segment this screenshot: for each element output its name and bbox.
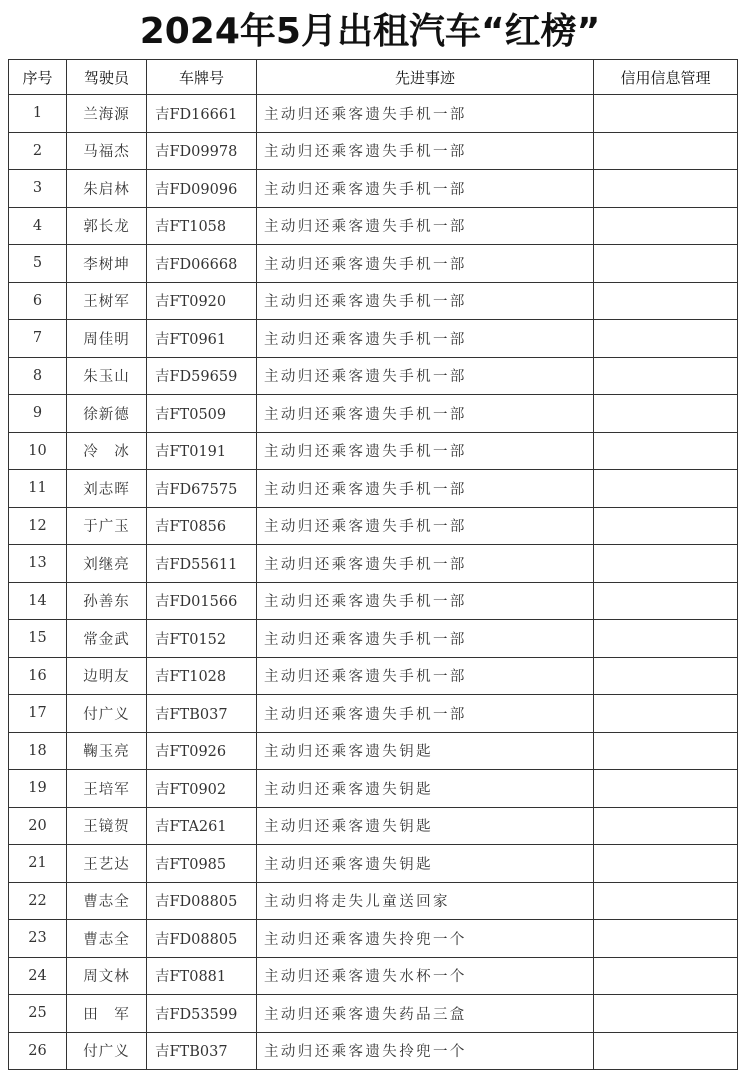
row-deed: 主动归还乘客遗失拎兜一个	[257, 1032, 594, 1070]
row-credit	[594, 132, 738, 170]
row-credit	[594, 507, 738, 545]
row-seq: 10	[9, 432, 67, 470]
table-row	[9, 995, 738, 1033]
table-row	[9, 770, 738, 808]
row-credit	[594, 320, 738, 358]
row-deed: 主动归还乘客遗失手机一部	[257, 582, 594, 620]
row-seq: 6	[9, 282, 67, 320]
row-seq: 26	[9, 1032, 67, 1070]
table-row	[9, 582, 738, 620]
row-driver: 冷 冰	[67, 432, 147, 470]
table-row	[9, 1032, 738, 1070]
row-deed: 主动归还乘客遗失手机一部	[257, 507, 594, 545]
row-credit	[594, 357, 738, 395]
row-credit	[594, 470, 738, 508]
row-deed: 主动归还乘客遗失手机一部	[257, 170, 594, 208]
row-driver: 徐新德	[67, 395, 147, 433]
row-deed: 主动归还乘客遗失钥匙	[257, 845, 594, 883]
row-credit	[594, 770, 738, 808]
row-plate: 吉FT0920	[147, 282, 257, 320]
table-row	[9, 282, 738, 320]
row-driver: 于广玉	[67, 507, 147, 545]
row-plate: 吉FD67575	[147, 470, 257, 508]
table-row	[9, 207, 738, 245]
table-row	[9, 395, 738, 433]
row-seq: 9	[9, 395, 67, 433]
row-driver: 朱玉山	[67, 357, 147, 395]
row-credit	[594, 920, 738, 958]
row-credit	[594, 620, 738, 658]
table-row	[9, 845, 738, 883]
row-credit	[594, 95, 738, 133]
row-driver: 王培军	[67, 770, 147, 808]
row-credit	[594, 1032, 738, 1070]
row-seq: 11	[9, 470, 67, 508]
table-row	[9, 807, 738, 845]
row-deed: 主动归还乘客遗失手机一部	[257, 320, 594, 358]
row-credit	[594, 170, 738, 208]
row-seq: 12	[9, 507, 67, 545]
row-seq: 24	[9, 957, 67, 995]
header-seq: 序号	[9, 60, 67, 95]
row-deed: 主动归还乘客遗失水杯一个	[257, 957, 594, 995]
row-seq: 20	[9, 807, 67, 845]
row-seq: 19	[9, 770, 67, 808]
header-driver: 驾驶员	[67, 60, 147, 95]
row-credit	[594, 845, 738, 883]
row-plate: 吉FT0881	[147, 957, 257, 995]
table-row	[9, 432, 738, 470]
table-row	[9, 245, 738, 283]
header-plate: 车牌号	[147, 60, 257, 95]
row-seq: 3	[9, 170, 67, 208]
row-plate: 吉FT1058	[147, 207, 257, 245]
row-driver: 刘继亮	[67, 545, 147, 583]
row-driver: 李树坤	[67, 245, 147, 283]
row-plate: 吉FT1028	[147, 657, 257, 695]
row-deed: 主动归还乘客遗失药品三盒	[257, 995, 594, 1033]
row-deed: 主动归还乘客遗失手机一部	[257, 95, 594, 133]
row-plate: 吉FT0902	[147, 770, 257, 808]
row-deed: 主动归还乘客遗失手机一部	[257, 470, 594, 508]
row-deed: 主动归还乘客遗失手机一部	[257, 245, 594, 283]
row-seq: 17	[9, 695, 67, 733]
table-row	[9, 695, 738, 733]
row-credit	[594, 207, 738, 245]
row-deed: 主动归还乘客遗失手机一部	[257, 657, 594, 695]
table-row	[9, 470, 738, 508]
row-deed: 主动归还乘客遗失拎兜一个	[257, 920, 594, 958]
table-row	[9, 620, 738, 658]
row-plate: 吉FT0856	[147, 507, 257, 545]
row-seq: 25	[9, 995, 67, 1033]
row-credit	[594, 695, 738, 733]
row-plate: 吉FTB037	[147, 695, 257, 733]
table-row	[9, 882, 738, 920]
row-plate: 吉FT0509	[147, 395, 257, 433]
row-driver: 周佳明	[67, 320, 147, 358]
row-plate: 吉FD16661	[147, 95, 257, 133]
row-deed: 主动归还乘客遗失手机一部	[257, 432, 594, 470]
row-seq: 18	[9, 732, 67, 770]
row-deed: 主动归还乘客遗失手机一部	[257, 207, 594, 245]
table-row	[9, 732, 738, 770]
row-credit	[594, 657, 738, 695]
row-seq: 14	[9, 582, 67, 620]
row-seq: 2	[9, 132, 67, 170]
row-deed: 主动归还乘客遗失手机一部	[257, 620, 594, 658]
row-plate: 吉FD09096	[147, 170, 257, 208]
row-seq: 13	[9, 545, 67, 583]
row-deed: 主动归还乘客遗失手机一部	[257, 357, 594, 395]
row-seq: 15	[9, 620, 67, 658]
row-credit	[594, 545, 738, 583]
row-deed: 主动归还乘客遗失手机一部	[257, 695, 594, 733]
header-deed: 先进事迹	[257, 60, 594, 95]
row-plate: 吉FTA261	[147, 807, 257, 845]
row-seq: 22	[9, 882, 67, 920]
row-driver: 鞠玉亮	[67, 732, 147, 770]
row-driver: 朱启林	[67, 170, 147, 208]
table-row	[9, 170, 738, 208]
row-credit	[594, 245, 738, 283]
row-plate: 吉FD53599	[147, 995, 257, 1033]
row-seq: 7	[9, 320, 67, 358]
row-seq: 16	[9, 657, 67, 695]
row-deed: 主动归还乘客遗失手机一部	[257, 545, 594, 583]
row-plate: 吉FT0961	[147, 320, 257, 358]
row-credit	[594, 282, 738, 320]
row-plate: 吉FT0191	[147, 432, 257, 470]
row-seq: 5	[9, 245, 67, 283]
row-driver: 王艺达	[67, 845, 147, 883]
row-credit	[594, 995, 738, 1033]
row-credit	[594, 582, 738, 620]
row-plate: 吉FD08805	[147, 882, 257, 920]
row-deed: 主动归还乘客遗失钥匙	[257, 807, 594, 845]
row-driver: 曹志全	[67, 882, 147, 920]
row-plate: 吉FTB037	[147, 1032, 257, 1070]
row-credit	[594, 807, 738, 845]
row-driver: 王树军	[67, 282, 147, 320]
table-row	[9, 507, 738, 545]
page-title: 2024年5月出租汽车“红榜”	[139, 11, 601, 52]
row-plate: 吉FD59659	[147, 357, 257, 395]
row-driver: 付广义	[67, 1032, 147, 1070]
row-plate: 吉FD06668	[147, 245, 257, 283]
row-driver: 曹志全	[67, 920, 147, 958]
row-driver: 王镜贺	[67, 807, 147, 845]
row-plate: 吉FD01566	[147, 582, 257, 620]
table-row	[9, 357, 738, 395]
row-driver: 常金武	[67, 620, 147, 658]
row-driver: 孙善东	[67, 582, 147, 620]
row-credit	[594, 882, 738, 920]
row-driver: 刘志晖	[67, 470, 147, 508]
row-driver: 田 军	[67, 995, 147, 1033]
header-credit: 信用信息管理	[594, 60, 738, 95]
row-plate: 吉FT0985	[147, 845, 257, 883]
row-deed: 主动归还乘客遗失钥匙	[257, 770, 594, 808]
row-seq: 4	[9, 207, 67, 245]
row-driver: 边明友	[67, 657, 147, 695]
table-row	[9, 957, 738, 995]
row-driver: 郭长龙	[67, 207, 147, 245]
row-seq: 23	[9, 920, 67, 958]
row-driver: 周文林	[67, 957, 147, 995]
row-driver: 马福杰	[67, 132, 147, 170]
row-plate: 吉FT0152	[147, 620, 257, 658]
table-row	[9, 545, 738, 583]
table-header	[9, 60, 738, 95]
table-body	[9, 95, 738, 1070]
table-row	[9, 320, 738, 358]
row-plate: 吉FD55611	[147, 545, 257, 583]
row-deed: 主动归还乘客遗失钥匙	[257, 732, 594, 770]
red-list-table	[8, 59, 738, 1070]
row-credit	[594, 432, 738, 470]
row-deed: 主动归还乘客遗失手机一部	[257, 282, 594, 320]
row-seq: 21	[9, 845, 67, 883]
row-seq: 8	[9, 357, 67, 395]
row-deed: 主动归还乘客遗失手机一部	[257, 395, 594, 433]
table-row	[9, 920, 738, 958]
header-row	[9, 60, 738, 95]
row-plate: 吉FD09978	[147, 132, 257, 170]
table-row	[9, 95, 738, 133]
row-credit	[594, 957, 738, 995]
table-row	[9, 657, 738, 695]
row-seq: 1	[9, 95, 67, 133]
row-deed: 主动归还乘客遗失手机一部	[257, 132, 594, 170]
row-plate: 吉FD08805	[147, 920, 257, 958]
row-credit	[594, 732, 738, 770]
row-credit	[594, 395, 738, 433]
table-row	[9, 132, 738, 170]
row-deed: 主动归将走失儿童送回家	[257, 882, 594, 920]
row-plate: 吉FT0926	[147, 732, 257, 770]
row-driver: 兰海源	[67, 95, 147, 133]
row-driver: 付广义	[67, 695, 147, 733]
